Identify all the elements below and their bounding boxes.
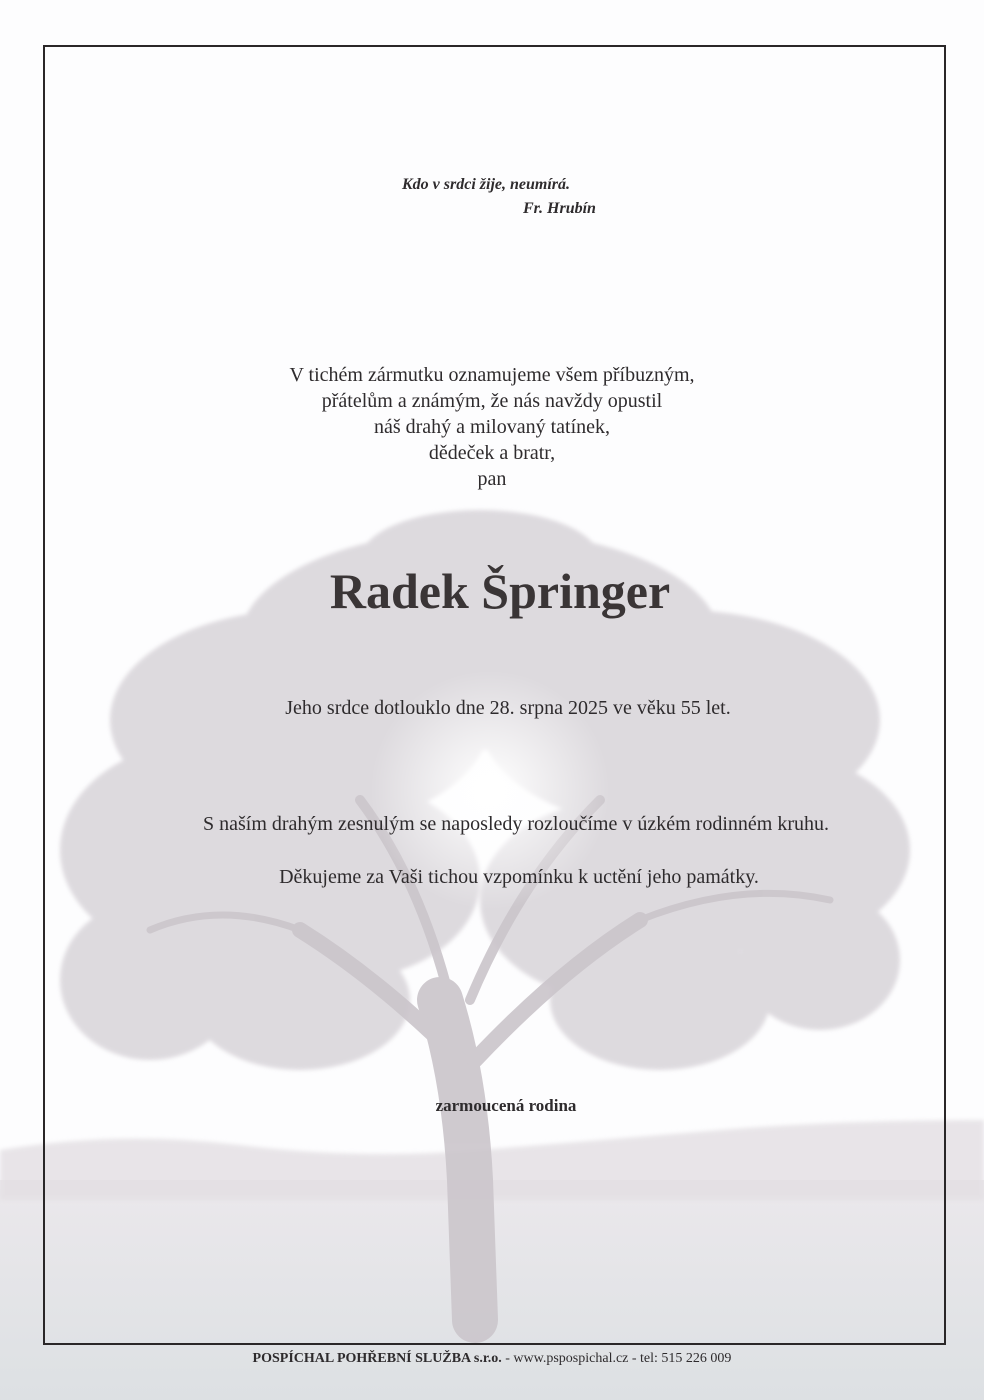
announcement-line: náš drahý a milovaný tatínek,: [373, 416, 611, 438]
family-signature: zarmoucená rodina: [435, 1096, 577, 1115]
footer-contact: - www.pspospichal.cz - tel: 515 226 009: [501, 1351, 732, 1366]
announcement-line: pan: [477, 468, 507, 490]
page-border: [43, 45, 946, 1345]
quote-author: Fr. Hrubín: [523, 200, 596, 217]
announcement-text: [0, 362, 984, 492]
footer: [0, 1351, 984, 1367]
death-notice: Jeho srdce dotlouklo dne 28. srpna 2025 ve věku 55 let.: [285, 697, 731, 719]
quote-text: Kdo v srdci žije, neumírá.: [402, 176, 571, 193]
deceased-name: Radek Špringer: [329, 563, 671, 619]
farewell-notice: S naším drahým zesnulým se naposledy rozloučíme v úzkém rodinném kruhu.: [203, 813, 829, 835]
announcement-line: V tichém zármutku oznamujeme všem příbuzným,: [289, 364, 695, 386]
footer-company: POSPÍCHAL POHŘEBNÍ SLUŽBA s.r.o.: [252, 1351, 502, 1366]
announcement-line: dědeček a bratr,: [428, 442, 556, 464]
thanks-notice: Děkujeme za Vaši tichou vzpomínku k uctění jeho památky.: [279, 866, 759, 888]
announcement-line: přátelům a známým, že nás navždy opustil: [321, 390, 663, 412]
